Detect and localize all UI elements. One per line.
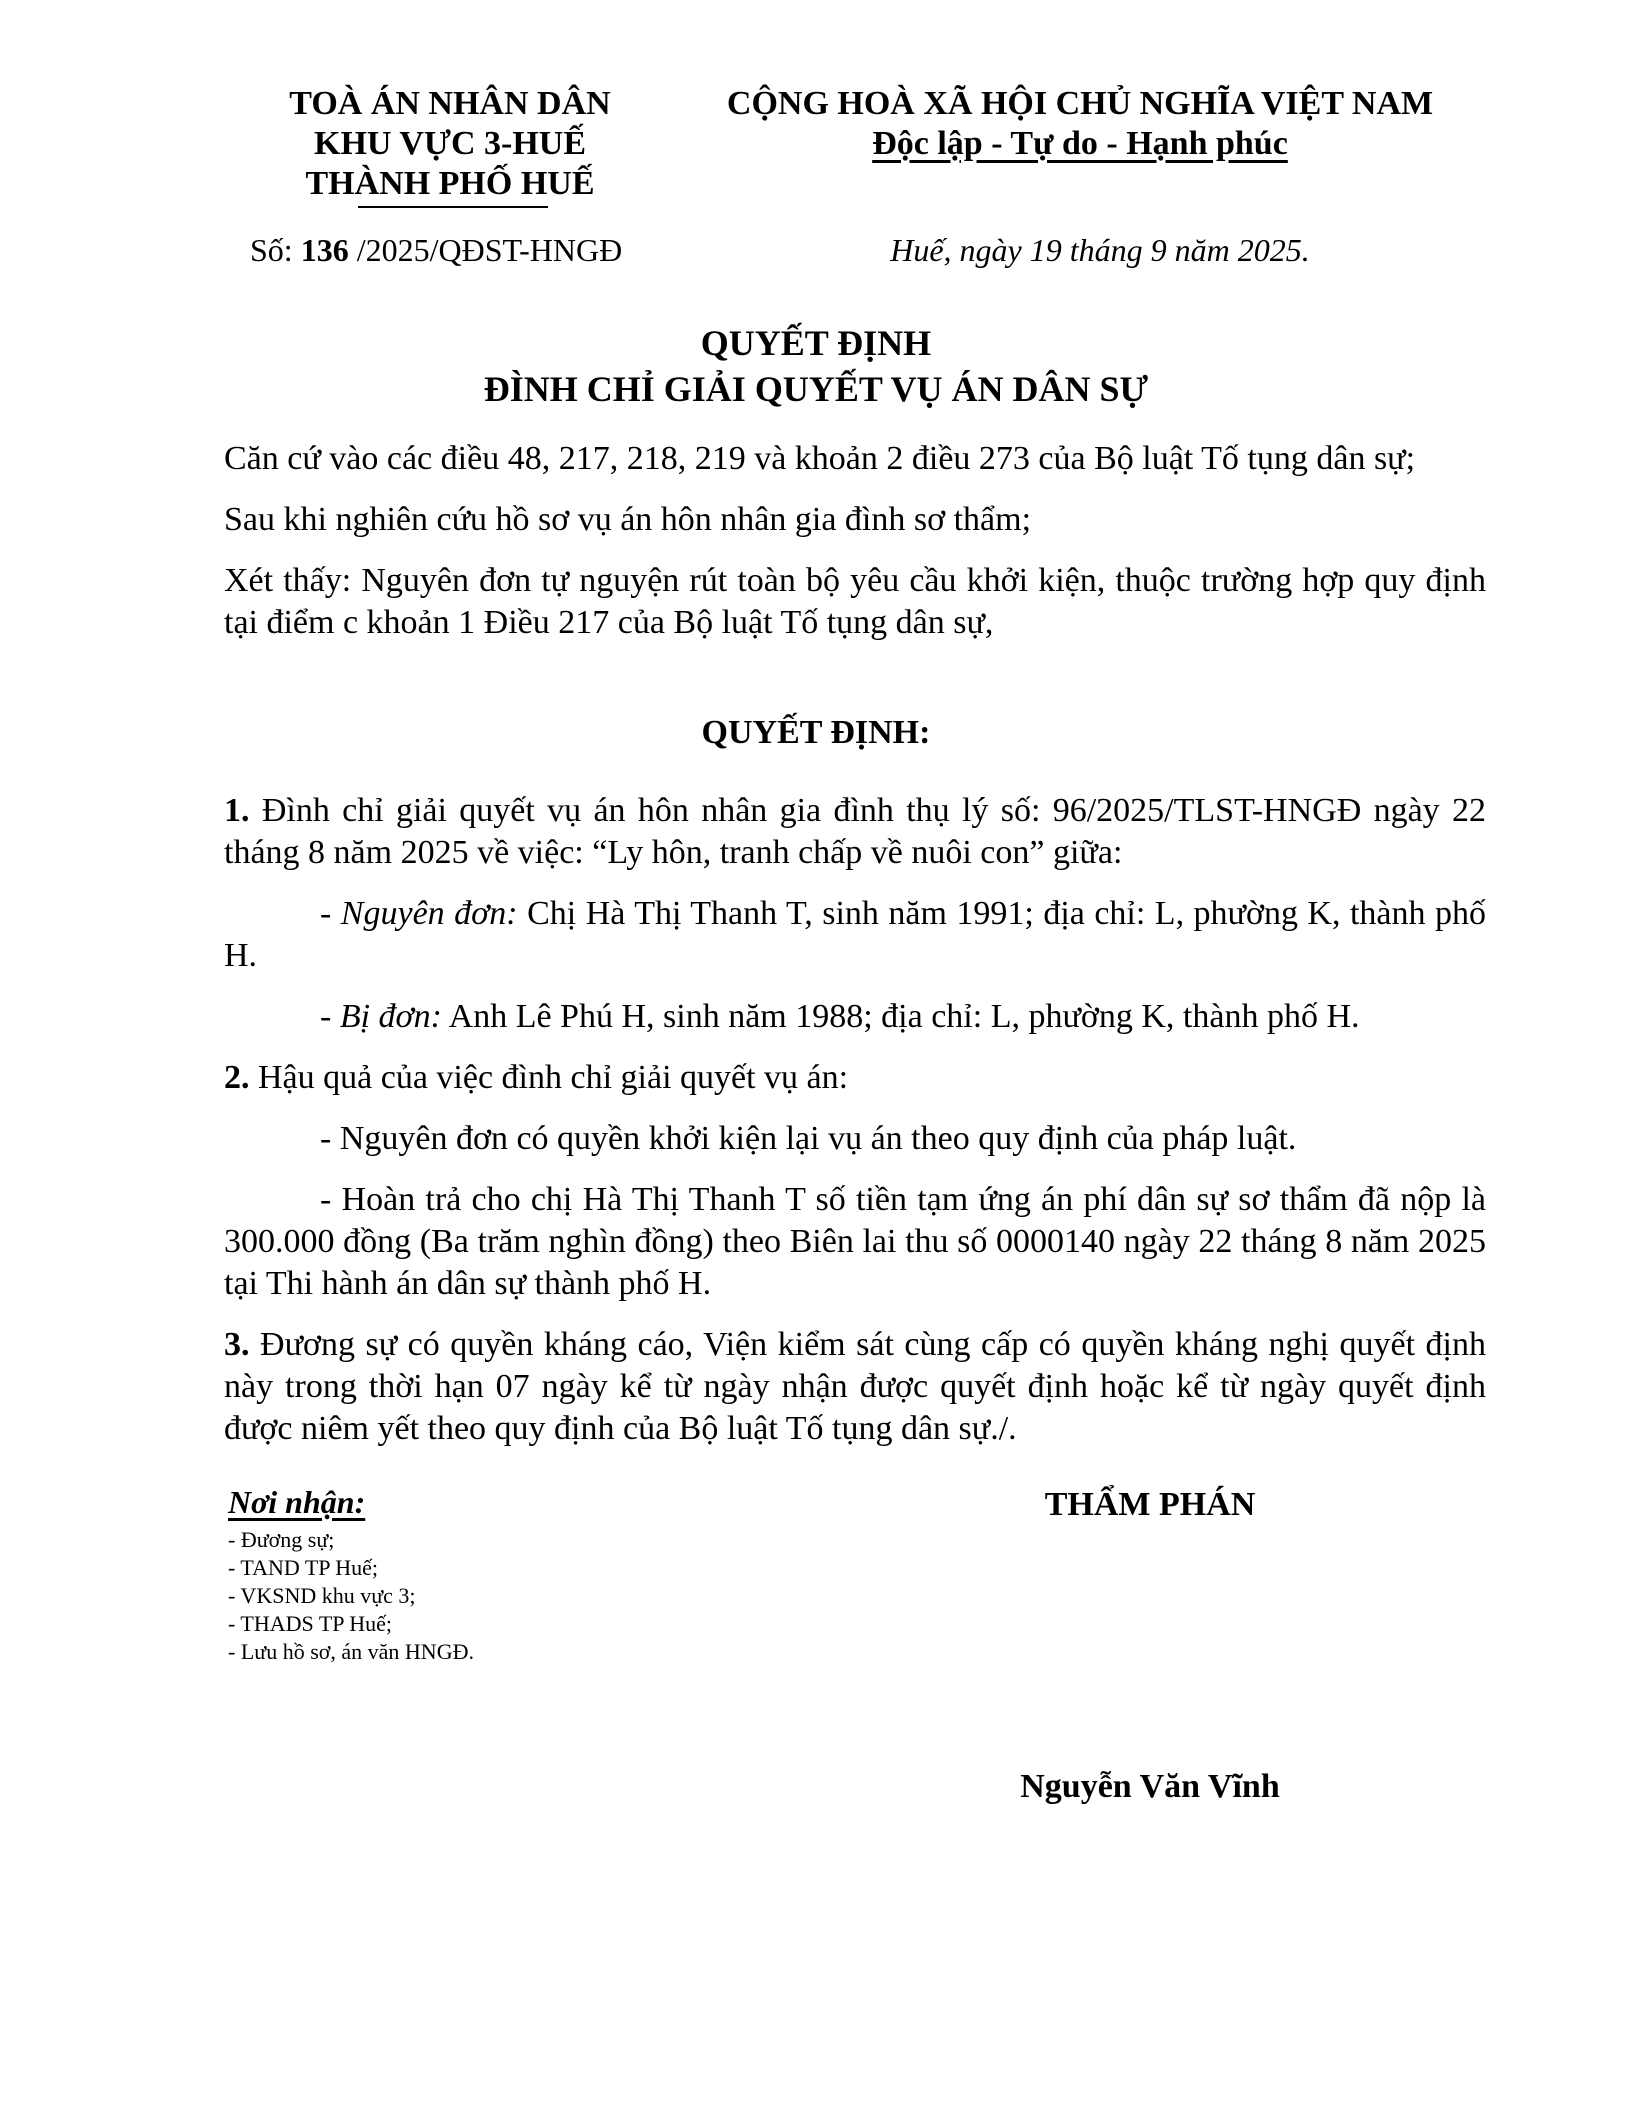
item-2-consequence-b: - Hoàn trả cho chị Hà Thị Thanh T số tiền tạm ứng án phí dân sự sơ thẩm đã nộp là 300.000 đồng (Ba trăm nghìn đồng) theo Biên lai thu số 0000140 ngày 22 tháng 8 năm 2025 tại Thi hành án dân sự thành phố H. (224, 1181, 1486, 1302)
item-1: 1. Đình chỉ giải quyết vụ án hôn nhân gia đình thụ lý số: 96/2025/TLST-HNGĐ ngày 22 tháng 8 năm 2025 về việc: “Ly hôn, tranh chấp về nuôi con” giữa: (224, 792, 1486, 871)
defendant-info: - Bị đơn: Anh Lê Phú H, sinh năm 1988; địa chỉ: L, phường K, thành phố H. (320, 998, 1360, 1035)
court-name-line2: KHU VỰC 3-HUẾ (314, 125, 586, 162)
title-line2: ĐÌNH CHỈ GIẢI QUYẾT VỤ ÁN DÂN SỰ (483, 369, 1149, 409)
document-date: Huế, ngày 19 tháng 9 năm 2025. (890, 232, 1310, 268)
nation-title: CỘNG HOÀ XÃ HỘI CHỦ NGHĨA VIỆT NAM (726, 85, 1434, 122)
list-item: - VKSND khu vực 3; (228, 1583, 416, 1608)
document-number-value: 136 (300, 232, 349, 268)
national-header (690, 84, 1470, 164)
court-name-line1: TOÀ ÁN NHÂN DÂN (289, 85, 611, 122)
decision-items (224, 790, 1486, 1450)
item-2: 2. Hậu quả của việc đình chỉ giải quyết vụ án: (224, 1059, 849, 1096)
list-item: - THADS TP Huế; (228, 1611, 392, 1636)
decision-heading: QUYẾT ĐỊNH: (701, 714, 931, 751)
national-motto: Độc lập - Tự do - Hạnh phúc (872, 125, 1288, 162)
court-name-underline (358, 206, 548, 208)
list-item: - Đương sự; (228, 1527, 335, 1552)
signer-role: THẨM PHÁN (1044, 1486, 1256, 1523)
list-item: - Lưu hồ sơ, án văn HNGĐ. (228, 1639, 474, 1664)
plaintiff-info: - Nguyên đơn: Chị Hà Thị Thanh T, sinh năm 1991; địa chỉ: L, phường K, thành phố H. (224, 895, 1486, 974)
preamble-legal-basis: Căn cứ vào các điều 48, 217, 218, 219 và khoản 2 điều 273 của Bộ luật Tố tụng dân sự; (224, 440, 1416, 477)
recipients-list (228, 1526, 474, 1666)
preamble-review: Sau khi nghiên cứu hồ sơ vụ án hôn nhân gia đình sơ thẩm; (224, 501, 1032, 538)
signer-name: Nguyễn Văn Vĩnh (1020, 1768, 1280, 1805)
court-name-line3: THÀNH PHỐ HUẾ (305, 165, 595, 202)
item-3: 3. Đương sự có quyền kháng cáo, Viện kiểm sát cùng cấp có quyền kháng nghị quyết định này trong thời hạn 07 ngày kể từ ngày nhận được quyết định hoặc kể từ ngày quyết định được niêm yết theo quy định của Bộ luật Tố tụng dân sự./. (224, 1326, 1486, 1447)
preamble (224, 438, 1486, 644)
list-item: - TAND TP Huế; (228, 1555, 378, 1580)
title-line1: QUYẾT ĐỊNH (700, 323, 932, 363)
court-name-block (220, 84, 680, 204)
document-title (0, 320, 1632, 412)
recipients-heading: Nơi nhận: (228, 1484, 366, 1520)
preamble-finding: Xét thấy: Nguyên đơn tự nguyện rút toàn bộ yêu cầu khởi kiện, thuộc trường hợp quy định tại điểm c khoản 1 Điều 217 của Bộ luật Tố tụng dân sự, (224, 562, 1486, 641)
document-number: Số: 136 /2025/QĐST-HNGĐ (250, 232, 623, 268)
item-2-consequence-a: - Nguyên đơn có quyền khởi kiện lại vụ án theo quy định của pháp luật. (320, 1120, 1297, 1157)
